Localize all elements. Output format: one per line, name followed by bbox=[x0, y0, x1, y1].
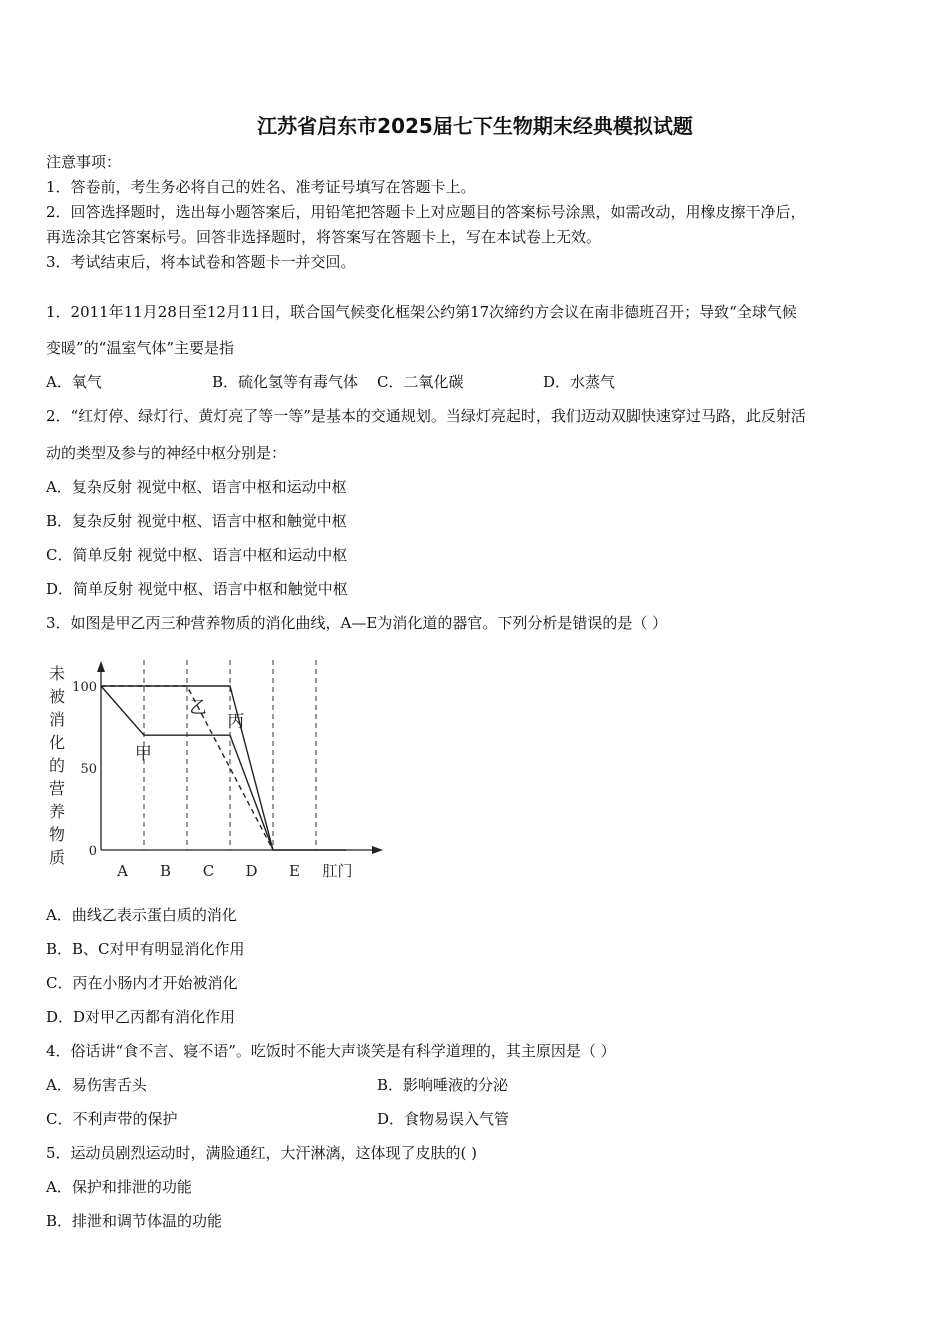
question-2-stem: 2．“红灯停、绿灯行、黄灯亮了等一等”是基本的交通规划。当绿灯亮起时，我们迈动双脚快速穿过马路，此反射活 bbox=[46, 407, 806, 425]
question-4-option-c: C．不利声带的保护 bbox=[46, 1110, 178, 1128]
series-lines bbox=[101, 686, 346, 850]
y-tick-label: 50 bbox=[80, 762, 97, 777]
question-2-option-d: D．简单反射 视觉中枢、语言中枢和触觉中枢 bbox=[46, 580, 348, 598]
series-label: 丙 bbox=[227, 712, 245, 732]
series-labels bbox=[135, 698, 244, 764]
y-tick-labels bbox=[72, 680, 97, 859]
question-1-option-d: D．水蒸气 bbox=[543, 373, 616, 391]
question-1-stem-cont: 变暖”的“温室气体”主要是指 bbox=[46, 339, 235, 357]
digestion-curve-chart bbox=[40, 652, 400, 892]
question-4-option-d: D．食物易误入气管 bbox=[377, 1110, 510, 1128]
question-1-stem: 1．2011年11月28日至12月11日，联合国气候变化框架公约第17次缔约方会议在南非德班召开；导致“全球气候 bbox=[46, 303, 797, 321]
notice-item: 1．答卷前，考生务必将自己的姓名、准考证号填写在答题卡上。 bbox=[46, 178, 476, 196]
question-3-option-d: D．D对甲乙丙都有消化作用 bbox=[46, 1008, 236, 1026]
y-axis-label-char: 被 bbox=[48, 687, 66, 706]
y-tick-label: 100 bbox=[72, 680, 97, 695]
question-1-option-c: C．二氧化碳 bbox=[377, 373, 464, 391]
y-axis-arrow bbox=[97, 661, 105, 672]
x-axis-arrow bbox=[372, 846, 383, 854]
question-1-option-a: A．氧气 bbox=[46, 373, 102, 391]
question-2-stem-cont: 动的类型及参与的神经中枢分别是： bbox=[46, 444, 287, 462]
series-line-丙 bbox=[101, 686, 346, 850]
question-5-option-a: A．保护和排泄的功能 bbox=[46, 1178, 192, 1196]
x-category-label: A bbox=[117, 862, 128, 880]
question-5-option-b: B．排泄和调节体温的功能 bbox=[46, 1212, 223, 1230]
x-category-label: B bbox=[159, 862, 172, 880]
question-2-option-b: B．复杂反射 视觉中枢、语言中枢和触觉中枢 bbox=[46, 512, 347, 530]
y-axis-label-char: 消 bbox=[48, 710, 66, 729]
notice-heading: 注意事项： bbox=[46, 153, 122, 171]
question-3-stem: 3．如图是甲乙丙三种营养物质的消化曲线，A—E为消化道的器官。下列分析是错误的是（ ） bbox=[46, 614, 668, 632]
question-4-stem: 4．俗话讲“食不言、寝不语”。吃饭时不能大声谈笑是有科学道理的，其主原因是（ ） bbox=[46, 1042, 616, 1060]
x-category-labels bbox=[116, 862, 352, 880]
y-axis-label-char: 化 bbox=[48, 733, 66, 752]
x-category-label: C bbox=[202, 862, 215, 880]
question-2-option-c: C．简单反射 视觉中枢、语言中枢和运动中枢 bbox=[46, 546, 348, 564]
question-4-option-a: A．易伤害舌头 bbox=[46, 1076, 147, 1094]
y-axis-label-char: 营 bbox=[48, 779, 66, 798]
page-title: 江苏省启东市2025届七下生物期末经典模拟试题 bbox=[257, 114, 693, 138]
y-axis-label bbox=[49, 664, 65, 867]
y-axis-label-char: 未 bbox=[48, 664, 66, 683]
y-axis-label-char: 质 bbox=[48, 848, 66, 867]
y-axis-label-char: 的 bbox=[48, 756, 66, 775]
question-1-option-b: B．硫化氢等有毒气体 bbox=[212, 373, 359, 391]
notice-item: 3．考试结束后，将本试卷和答题卡一并交回。 bbox=[46, 253, 356, 271]
y-axis-label-char: 养 bbox=[48, 802, 66, 821]
series-label: 乙 bbox=[189, 698, 207, 718]
x-category-label: D bbox=[245, 862, 258, 880]
series-label: 甲 bbox=[134, 744, 152, 764]
y-tick-label: 0 bbox=[88, 844, 97, 859]
y-axis-label-char: 物 bbox=[48, 825, 66, 844]
notice-item: 再选涂其它答案标号。回答非选择题时，将答案写在答题卡上，写在本试卷上无效。 bbox=[46, 228, 602, 246]
question-3-option-b: B．B、C对甲有明显消化作用 bbox=[46, 940, 245, 958]
question-3-option-c: C．丙在小肠内才开始被消化 bbox=[46, 974, 238, 992]
question-3-option-a: A．曲线乙表示蛋白质的消化 bbox=[46, 906, 237, 924]
notice-item: 2．回答选择题时，选出每小题答案后，用铅笔把答题卡上对应题目的答案标号涂黑，如需改动，用橡皮擦干净后， bbox=[46, 203, 806, 221]
question-5-stem: 5．运动员剧烈运动时，满脸通红，大汗淋漓，这体现了皮肤的( ) bbox=[46, 1144, 478, 1162]
x-category-label: E bbox=[289, 862, 300, 880]
question-4-option-b: B．影响唾液的分泌 bbox=[377, 1076, 509, 1094]
question-2-option-a: A．复杂反射 视觉中枢、语言中枢和运动中枢 bbox=[46, 478, 347, 496]
x-category-label: 肛门 bbox=[322, 862, 353, 880]
